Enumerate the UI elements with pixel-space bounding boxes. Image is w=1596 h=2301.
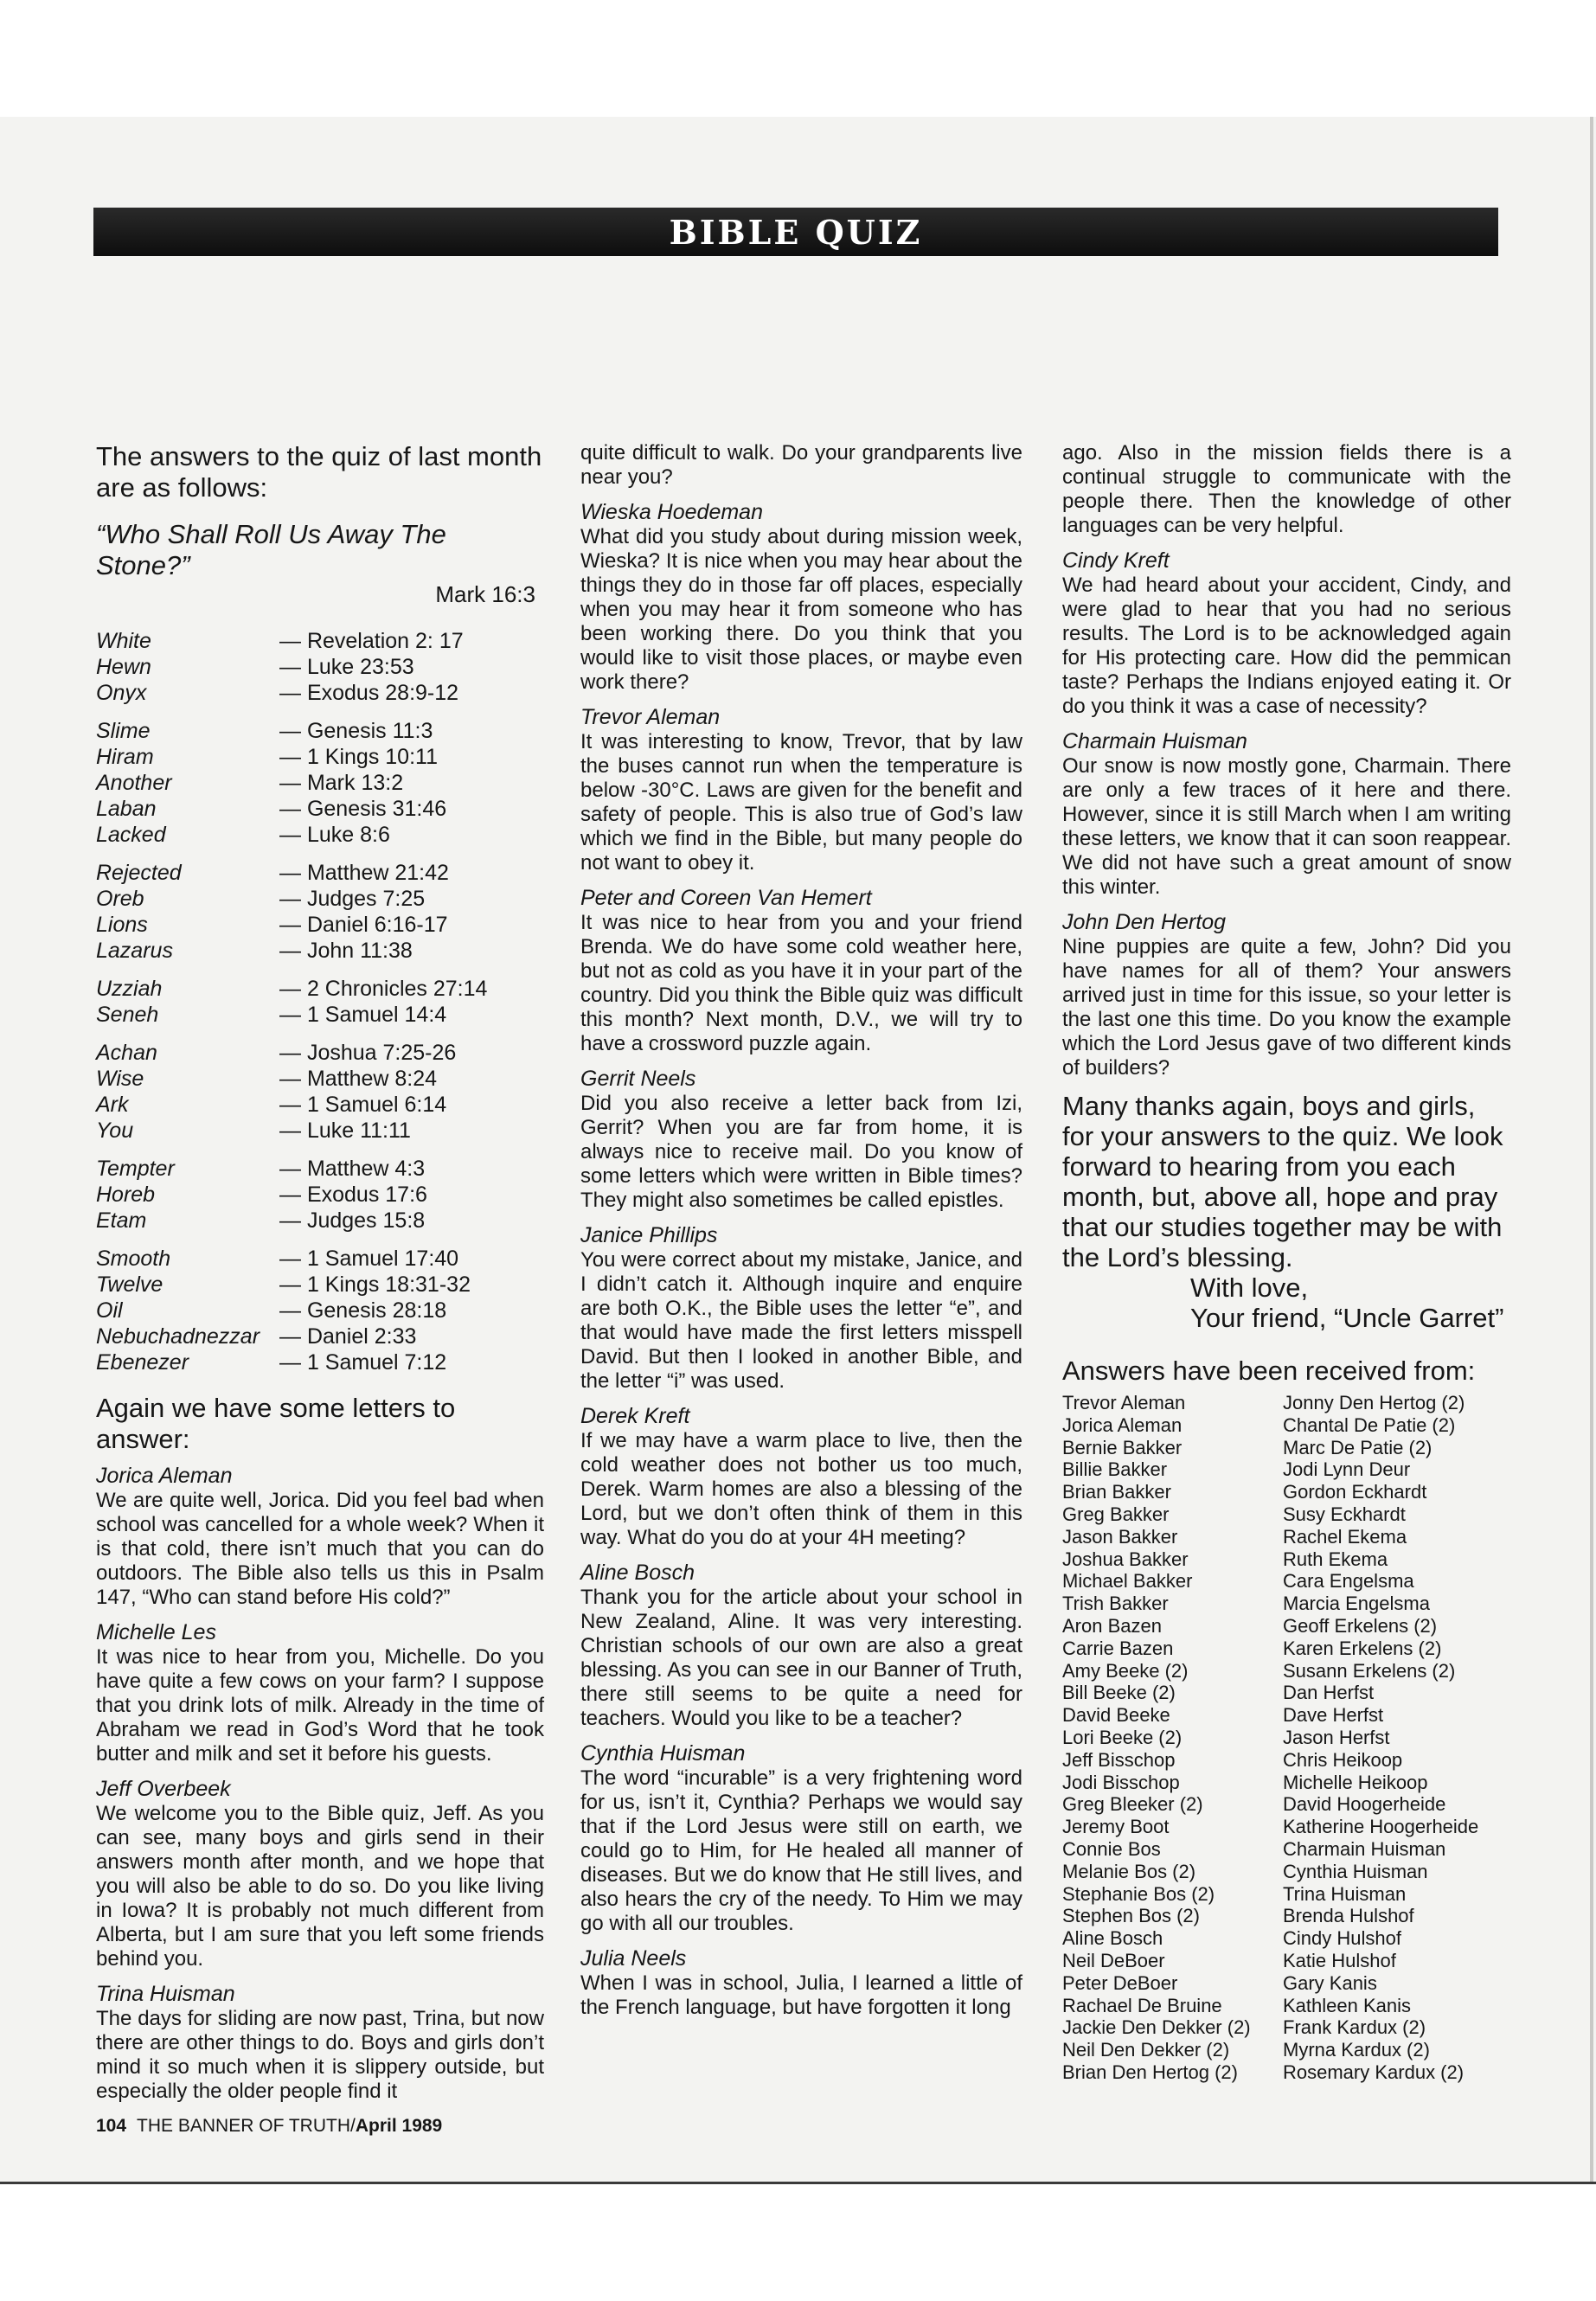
letter-text: When I was in school, Julia, I learned a little of the French language, but have forgotten it long [580,1971,1022,2019]
letter-item [580,1223,1022,1394]
answer-word: You [96,1118,134,1143]
answer-reference: — Genesis 28:18 [279,1298,447,1323]
respondent-name: Cara Engelsma [1283,1570,1414,1593]
answer-row [96,654,544,680]
answer-word: Hewn [96,655,151,679]
letter-text: It was interesting to know, Trevor, that by law the buses cannot run when the temperature is below -30°C. Laws are given for the benefit and safety of people. This is also true of God’s law which we find in the Bible, but many people do not want to obey it. [580,730,1022,875]
respondent-name: Jason Herfst [1283,1726,1390,1748]
answer-reference: — Exodus 28:9-12 [279,681,459,705]
respondent-name: Gary Kanis [1283,1971,1377,1994]
answer-reference: — Luke 23:53 [279,655,414,679]
respondent-name: Billie Bakker [1062,1458,1168,1481]
letter-text: We welcome you to the Bible quiz, Jeff. As you can see, many boys and girls send in their answers month after month, and we hope that you will also be able to do so. Do you like living in Iowa? It is probably not much different from Alberta, but I am sure that you left some friends behind you. [96,1802,544,1971]
respondent-name: Jorica Aleman [1062,1413,1183,1436]
respondent-name: Aron Bazen [1062,1614,1162,1637]
respondent-name: Jeremy Boot [1062,1816,1170,1838]
respondent-name: Jodi Bisschop [1062,1771,1180,1793]
respondent-name: Bill Beeke (2) [1062,1682,1176,1704]
answer-reference: — Genesis 31:46 [279,797,447,821]
respondent-name: Trevor Aleman [1062,1392,1186,1413]
answer-row [96,1118,544,1144]
answer-reference: — 1 Samuel 17:40 [279,1247,459,1271]
column-2 [580,441,1022,2030]
top-margin [0,0,1596,117]
answer-row [96,1246,544,1272]
letter-text: Our snow is now mostly gone, Charmain. There are only a few traces of it here and there. However, since it is still March when I am writing these letters, we know that it can soon reappear. We did not have such a great amount of snow this winter. [1062,754,1511,899]
letter-text: Thank you for the article about your school in New Zealand, Aline. It was very interesting. Christian schools of our own are also a great blessing. As you can see in our Banner of Truth, there still seems to be quite a need for teachers. Would you like to be a teacher? [580,1586,1022,1730]
letter-text: Nine puppies are quite a few, John? Did you have names for all of them? Your answers arrived just in time for this issue, so your letter is the last one this time. Do you know the example which the Lord Jesus gave of two different kinds of builders? [1062,935,1511,1080]
respondent-name: Katherine Hoogerheide [1283,1816,1479,1838]
letter-text: If we may have a warm place to live, then the cold weather does not bother us too much, Derek. Warm homes are also a blessing of the Lord, but we don’t often think of them in this way. What do you do at your 4H meeting? [580,1429,1022,1549]
letter-text: We are quite well, Jorica. Did you feel bad when school was cancelled for a whole week? When it is that cold, there isn’t much that you can do outdoors. The Bible also tells us this in Psalm 147, “Who can stand before His cold?” [96,1489,544,1609]
answer-row [96,822,544,848]
answer-group [96,860,544,964]
letter-text: You were correct about my mistake, Janice, and I didn’t catch it. Although inquire and enquire are both O.K., the Bible uses the letter “e”, and that would have made the first letters misspell David. But then I looked in another Bible, and the letter “i” was used. [580,1248,1022,1393]
answer-word: Lacked [96,823,166,847]
answer-row [96,718,544,744]
answer-word: Another [96,771,172,795]
answer-group [96,628,544,706]
letter-recipient: Jeff Overbeek [96,1777,231,1801]
respondent-name: Marcia Engelsma [1283,1593,1430,1615]
letter-text: The word “incurable” is a very frightening word for us, isn’t it, Cynthia? Perhaps we would say that if the Lord Jesus were still on earth, we could go to Him, for He healed all manner of diseases. But we do know that He still lives, and also hears the cry of the needy. To Him we may go with all our troubles. [580,1766,1022,1935]
intro-text: The answers to the quiz of last month are as follows: [96,441,542,503]
letter-item [96,1464,544,1610]
answer-group [96,1246,544,1375]
letter-item [96,1982,544,2104]
respondent-name: Michelle Heikoop [1283,1771,1428,1793]
answer-group [96,718,544,848]
letter-recipient: Julia Neels [580,1946,687,1971]
respondent-name: Dan Herfst [1283,1682,1375,1704]
respondent-name: Chantal De Patie (2) [1283,1413,1456,1436]
letter-item [580,1561,1022,1731]
respondent-name: Susy Eckhardt [1283,1503,1406,1525]
answer-word: Lions [96,913,148,937]
letter-recipient: Trina Huisman [96,1982,235,2006]
answer-word: Laban [96,797,157,821]
letter-item [580,1404,1022,1550]
letter-recipient: Derek Kreft [580,1404,690,1428]
answer-word: White [96,629,151,653]
letter-recipient: Michelle Les [96,1620,216,1644]
answer-row [96,1040,544,1066]
names-left-column [1062,1392,1283,2084]
answer-reference: — Matthew 4:3 [279,1157,426,1181]
respondent-name: Trina Huisman [1283,1882,1407,1905]
letter-text: What did you study about during mission week, Wieska? It is nice when you may hear about the things they do in those far off places, especially when you may hear it from someone who has been working there. Do you think that you would like to visit those places, or maybe even work there? [580,525,1022,694]
answer-word: Oreb [96,887,144,911]
respondent-name: Neil DeBoer [1062,1949,1165,1971]
letter-recipient: Gerrit Neels [580,1067,696,1091]
letter-text: Did you also receive a letter back from Izi, Gerrit? When you are far from home, it is always nice to receive mail. Do you know of some letters which were written in Bible times? They might also sometimes be called epistles. [580,1092,1022,1212]
answer-row [96,628,544,654]
quiz-title: “Who Shall Roll Us Away The Stone?” [96,519,446,580]
answer-group [96,976,544,1028]
respondent-name: Kathleen Kanis [1283,1994,1411,2016]
answer-row [96,860,544,886]
answer-word: Wise [96,1067,144,1091]
quiz-reference: Mark 16:3 [435,581,535,607]
respondent-name: Charmain Huisman [1283,1837,1446,1860]
answer-word: Rejected [96,861,182,885]
answer-word: Ark [96,1093,129,1117]
answer-reference: — Luke 8:6 [279,823,390,847]
respondent-name: Trish Bakker [1062,1593,1169,1615]
letter-recipient: Aline Bosch [580,1561,695,1585]
title-banner [93,208,1498,256]
answer-word: Ebenezer [96,1350,189,1375]
respondent-name: Jeff Bisschop [1062,1748,1176,1771]
names-right-column [1283,1392,1503,2084]
respondent-name: Brenda Hulshof [1283,1905,1414,1927]
respondent-name: Neil Den Dekker (2) [1062,2039,1230,2061]
answer-group [96,1040,544,1144]
answer-row [96,1066,544,1092]
respondent-name: Brian Den Hertog (2) [1062,2061,1238,2083]
answer-row [96,1092,544,1118]
answer-word: Slime [96,719,151,743]
respondent-name: Rosemary Kardux (2) [1283,2061,1465,2083]
respondent-name: Katie Hulshof [1283,1949,1396,1971]
letter-recipient: Janice Phillips [580,1223,718,1247]
answer-word: Achan [96,1041,157,1065]
answer-reference: — Daniel 2:33 [279,1324,417,1349]
respondent-name: Joshua Bakker [1062,1548,1189,1570]
respondent-name: Frank Kardux (2) [1283,2016,1426,2039]
respondent-name: Brian Bakker [1062,1481,1171,1503]
letter-item [96,1620,544,1766]
respondent-name: Peter DeBoer [1062,1971,1178,1994]
letter-recipient: Charmain Huisman [1062,729,1247,753]
answer-reference: — Exodus 17:6 [279,1183,427,1207]
respondent-name: Stephen Bos (2) [1062,1905,1200,1927]
letter-item [1062,548,1511,719]
respondent-name: Rachael De Bruine [1062,1994,1222,2016]
answer-reference: — 2 Chronicles 27:14 [279,977,488,1001]
bottom-margin [0,2184,1596,2301]
letter-recipient: Cynthia Huisman [580,1741,746,1766]
answer-reference: — 1 Kings 10:11 [279,745,438,769]
page-edge [1590,117,1593,2182]
letter-recipient: Peter and Coreen Van Hemert [580,886,872,910]
answer-word: Tempter [96,1157,175,1181]
respondent-name: Cynthia Huisman [1283,1860,1428,1882]
issue-date: April 1989 [355,2116,443,2136]
letter-item [580,1067,1022,1213]
answer-reference: — 1 Samuel 7:12 [279,1350,447,1375]
letter-item [580,500,1022,695]
signature-line-1: With love, [1190,1272,1309,1303]
answer-row [96,1182,544,1208]
respondent-name: Jason Bakker [1062,1525,1178,1548]
respondent-name: Jackie Den Dekker (2) [1062,2016,1251,2039]
answer-row [96,744,544,770]
answer-word: Horeb [96,1183,156,1207]
answer-row [96,1156,544,1182]
answer-word: Uzziah [96,977,163,1001]
letter-item [580,1946,1022,2020]
letter-text: The days for sliding are now past, Trina, but now there are other things to do. Boys and girls don’t mind it so much when it is slippery outside, but especially the older people find it [96,2007,544,2103]
letter-item [1062,729,1511,900]
letters-column-3 [1062,548,1511,1080]
respondent-name: Stephanie Bos (2) [1062,1882,1215,1905]
letter-item [580,1741,1022,1936]
answer-reference: — Revelation 2: 17 [279,629,464,653]
answer-row [96,1349,544,1375]
column-3 [1062,441,1511,2084]
respondent-name: Ruth Ekema [1283,1548,1388,1570]
letter-recipient: John Den Hertog [1062,910,1227,934]
answer-row [96,1002,544,1028]
answer-reference: — 1 Kings 18:31-32 [279,1272,471,1297]
answer-reference: — Matthew 8:24 [279,1067,438,1091]
letter-text: It was nice to hear from you and your friend Brenda. We do have some cold weather here, but not as cold as you have it in your part of the country. Did you think the Bible quiz was difficult this month? Next month, D.V., we will try to have a crossword puzzle again. [580,911,1022,1055]
answer-row [96,796,544,822]
letters-column-2 [580,500,1022,2020]
answer-word: Etam [96,1208,147,1233]
respondent-name: Carrie Bazen [1062,1637,1174,1659]
respondent-name: Greg Bakker [1062,1503,1170,1525]
respondent-name: Jonny Den Hertog (2) [1283,1392,1465,1413]
column-1 [96,441,544,2114]
answer-reference: — 1 Samuel 14:4 [279,1003,447,1027]
letter-recipient: Cindy Kreft [1062,548,1170,573]
page-title: BIBLE QUIZ [669,212,923,252]
answers-received-list [1062,1392,1511,2084]
answer-reference: — Daniel 6:16-17 [279,913,448,937]
letters-column-1 [96,1464,544,2104]
answer-row [96,976,544,1002]
letter-item [96,1777,544,1971]
answer-row [96,938,544,964]
answer-reference: — Luke 11:11 [279,1118,411,1143]
page-footer [96,2116,442,2137]
respondent-name: Cindy Hulshof [1283,1927,1401,1950]
answer-word: Twelve [96,1272,163,1297]
letter-item [580,886,1022,1056]
letters-heading: Again we have some letters to answer: [96,1393,456,1454]
answer-row [96,1298,544,1324]
answer-row [96,1272,544,1298]
answer-reference: — Mark 13:2 [279,771,404,795]
answer-reference: — 1 Samuel 6:14 [279,1093,447,1117]
letter-text: We had heard about your accident, Cindy, and were glad to hear that you had no serious results. The Lord is to be acknowledged again for His protecting care. How did the pemmican taste? Perhaps the Indians enjoyed eating it. Or do you think it was a case of necessity? [1062,574,1511,718]
answer-row [96,886,544,912]
answer-reference: — Matthew 21:42 [279,861,449,885]
answer-key [96,628,544,1375]
continued-text: ago. Also in the mission fields there is a continual struggle to communicate with the people there. Then the knowledge of other languages can be very helpful. [1062,441,1511,537]
answer-word: Hiram [96,745,154,769]
respondent-name: Dave Herfst [1283,1704,1384,1727]
letter-recipient: Jorica Aleman [96,1464,233,1488]
answer-row [96,912,544,938]
respondent-name: Melanie Bos (2) [1062,1860,1196,1882]
answers-received-heading: Answers have been received from: [1062,1356,1476,1386]
respondent-name: Gordon Eckhardt [1283,1481,1427,1503]
respondent-name: Chris Heikoop [1283,1748,1403,1771]
answer-word: Oil [96,1298,123,1323]
respondent-name: Jodi Lynn Deur [1283,1458,1411,1481]
answer-reference: — John 11:38 [279,939,413,963]
respondent-name: Marc De Patie (2) [1283,1436,1433,1458]
respondent-name: Amy Beeke (2) [1062,1659,1189,1682]
closing-text: Many thanks again, boys and girls, for your answers to the quiz. We look forward to hearing from you each month, but, above all, hope and pray that our studies together may be with the Lord’s blessing. [1062,1091,1503,1272]
letter-item [1062,910,1511,1080]
respondent-name: Lori Beeke (2) [1062,1726,1183,1748]
letter-recipient: Wieska Hoedeman [580,500,763,524]
respondent-name: Aline Bosch [1062,1927,1163,1950]
respondent-name: David Hoogerheide [1283,1793,1446,1816]
answer-reference: — Judges 15:8 [279,1208,426,1233]
respondent-name: Karen Erkelens (2) [1283,1637,1442,1659]
letter-text: It was nice to hear from you, Michelle. Do you have quite a few cows on your farm? I suppose that you drink lots of milk. Already in the time of Abraham we read in God’s Word that he took butter and milk and set it before his guests. [96,1645,544,1766]
respondent-name: Myrna Kardux (2) [1283,2039,1430,2061]
respondent-name: Geoff Erkelens (2) [1283,1614,1438,1637]
answer-word: Smooth [96,1247,171,1271]
respondent-name: Connie Bos [1062,1837,1161,1860]
letter-item [580,705,1022,875]
respondent-name: David Beeke [1062,1704,1170,1727]
answer-word: Onyx [96,681,147,705]
answer-row [96,1324,544,1349]
answer-row [96,770,544,796]
answer-row [96,1208,544,1234]
answer-reference: — Genesis 11:3 [279,719,433,743]
answer-word: Lazarus [96,939,173,963]
answer-word: Seneh [96,1003,159,1027]
respondent-name: Rachel Ekema [1283,1525,1407,1548]
answer-word: Nebuchadnezzar [96,1324,260,1349]
letter-recipient: Trevor Aleman [580,705,721,729]
respondent-name: Susann Erkelens (2) [1283,1659,1456,1682]
respondent-name: Bernie Bakker [1062,1436,1183,1458]
answer-reference: — Judges 7:25 [279,887,426,911]
respondent-name: Michael Bakker [1062,1570,1193,1593]
page-number: 104 [96,2116,127,2136]
respondent-name: Greg Bleeker (2) [1062,1793,1203,1816]
answer-group [96,1156,544,1234]
continued-text: quite difficult to walk. Do your grandparents live near you? [580,441,1022,489]
signature-line-2: Your friend, “Uncle Garret” [1190,1303,1504,1333]
answer-reference: — Joshua 7:25-26 [279,1041,457,1065]
answer-row [96,680,544,706]
publication-name: THE BANNER OF TRUTH/ [137,2116,356,2136]
